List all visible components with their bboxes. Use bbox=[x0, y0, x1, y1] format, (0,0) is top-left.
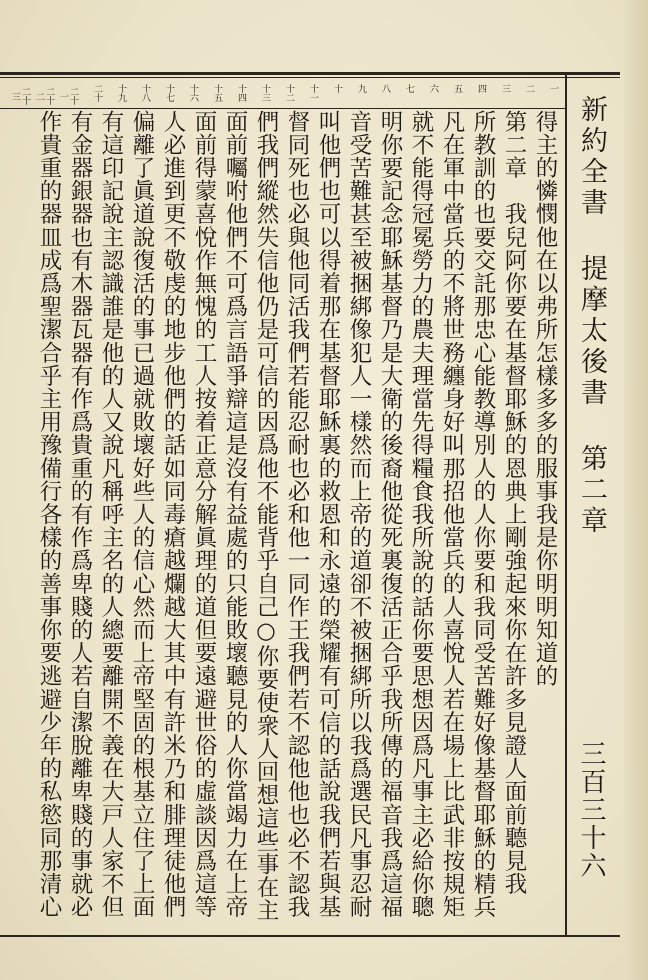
line-number: 五 bbox=[452, 84, 462, 93]
text-column: 人必進到更不敬虔的地步他們的話如同毒瘡越爛越大其中有許米乃和腓理徒他們 bbox=[160, 110, 186, 919]
text-column: 作貴重的器皿成爲聖潔合乎主用豫備行各樣的善事你要逃避少年的私慾同那清心 bbox=[36, 110, 62, 919]
text-column: 叫他們也可以得着那在基督耶穌裏的救恩和永遠的榮耀有可信的話說我們若與基 bbox=[315, 110, 341, 919]
text-column: 們我們縱然失信他仍是可信的因爲他不能背乎自己○你要使衆人回想這些事在主 bbox=[253, 110, 279, 922]
line-number: 十四 bbox=[236, 84, 246, 102]
page-edge bbox=[624, 0, 648, 980]
text-column: 音受苦難甚至被捆綁像犯人一樣然而上帝的道卻不被捆綁所以我爲選民凡事忍耐 bbox=[346, 110, 372, 919]
text-column: 所教訓的也要交託那忠心能教導別人的人你要和我同受苦難好像基督耶穌的精兵 bbox=[470, 110, 496, 919]
top-rule bbox=[0, 72, 620, 75]
line-number-row bbox=[0, 78, 565, 109]
line-number: 十 bbox=[332, 84, 342, 93]
line-number: 十九 bbox=[116, 84, 126, 102]
line-number: 六 bbox=[428, 84, 438, 93]
line-number: 九 bbox=[356, 84, 366, 93]
line-number: 十三 bbox=[260, 84, 270, 102]
text-column: 有金器銀器也有木器瓦器有作爲貴重的有作爲卑賤的人若自潔脫離卑賤的事就必 bbox=[67, 110, 93, 919]
text-column: 得主的憐憫他在以弗所怎樣多多的服事我是你明明知道的 bbox=[532, 110, 558, 688]
text-column: 有這印記說主認識誰是他的人又說凡稱呼主名的人總要離開不義在大戸人家不但 bbox=[98, 110, 124, 919]
bottom-rule bbox=[0, 935, 620, 937]
line-number: 二 bbox=[524, 84, 534, 93]
line-number: 四 bbox=[476, 84, 486, 93]
line-number: 十一 bbox=[308, 84, 318, 102]
page-number: 三百三十六 bbox=[576, 740, 606, 880]
line-number: 七 bbox=[404, 84, 414, 93]
line-number: 十二 bbox=[284, 84, 294, 102]
line-number: 十五 bbox=[212, 84, 222, 102]
text-column: 第二章 我兒阿你要在基督耶穌的恩典上剛強起來你在許多見證人面前聽見我 bbox=[501, 110, 527, 896]
running-title: 新約全書 提摩太後書 第二章 bbox=[576, 95, 607, 537]
line-number: 十六 bbox=[188, 84, 198, 102]
line-number: 八 bbox=[380, 84, 390, 93]
line-number: 二十三 bbox=[10, 87, 30, 105]
text-column: 督同死也必與他同活我們若能忍耐也必和他一同作王我們若不認他他也必不認我 bbox=[284, 110, 310, 919]
line-number: 二十一 bbox=[58, 87, 78, 105]
line-number: 十七 bbox=[164, 84, 174, 102]
header-divider bbox=[565, 72, 567, 937]
text-column: 面前囑咐他們不可爲言語爭辯這是沒有益處的只能敗壞聽見的人你當竭力在上帝 bbox=[222, 110, 248, 919]
text-column: 面前得蒙喜悅作無愧的工人按着正意分解眞理的道但要遠避世俗的虛談因爲這等 bbox=[191, 110, 217, 919]
line-number: 三 bbox=[500, 84, 510, 93]
line-number: 二十二 bbox=[34, 87, 54, 105]
text-column: 凡在軍中當兵的不將世務纏身好叫那招他當兵的人喜悅人若在場上比武非按規矩 bbox=[439, 110, 465, 919]
text-column: 明你要記念耶穌基督乃是大衛的後裔他從死裏復活正合乎我所傳的福音我爲這福 bbox=[377, 110, 403, 919]
line-number: 一 bbox=[548, 84, 558, 93]
text-column: 就不能得冠冕勞力的農夫理當先得糧食我所說的話你要思想因爲凡事主必給你聰 bbox=[408, 110, 434, 919]
line-number: 十八 bbox=[140, 84, 150, 102]
line-number: 二十 bbox=[92, 84, 102, 102]
text-column: 偏離了眞道說復活的事已過就敗壞好些人的信心然而上帝堅固的根基立住了上面 bbox=[129, 110, 155, 919]
